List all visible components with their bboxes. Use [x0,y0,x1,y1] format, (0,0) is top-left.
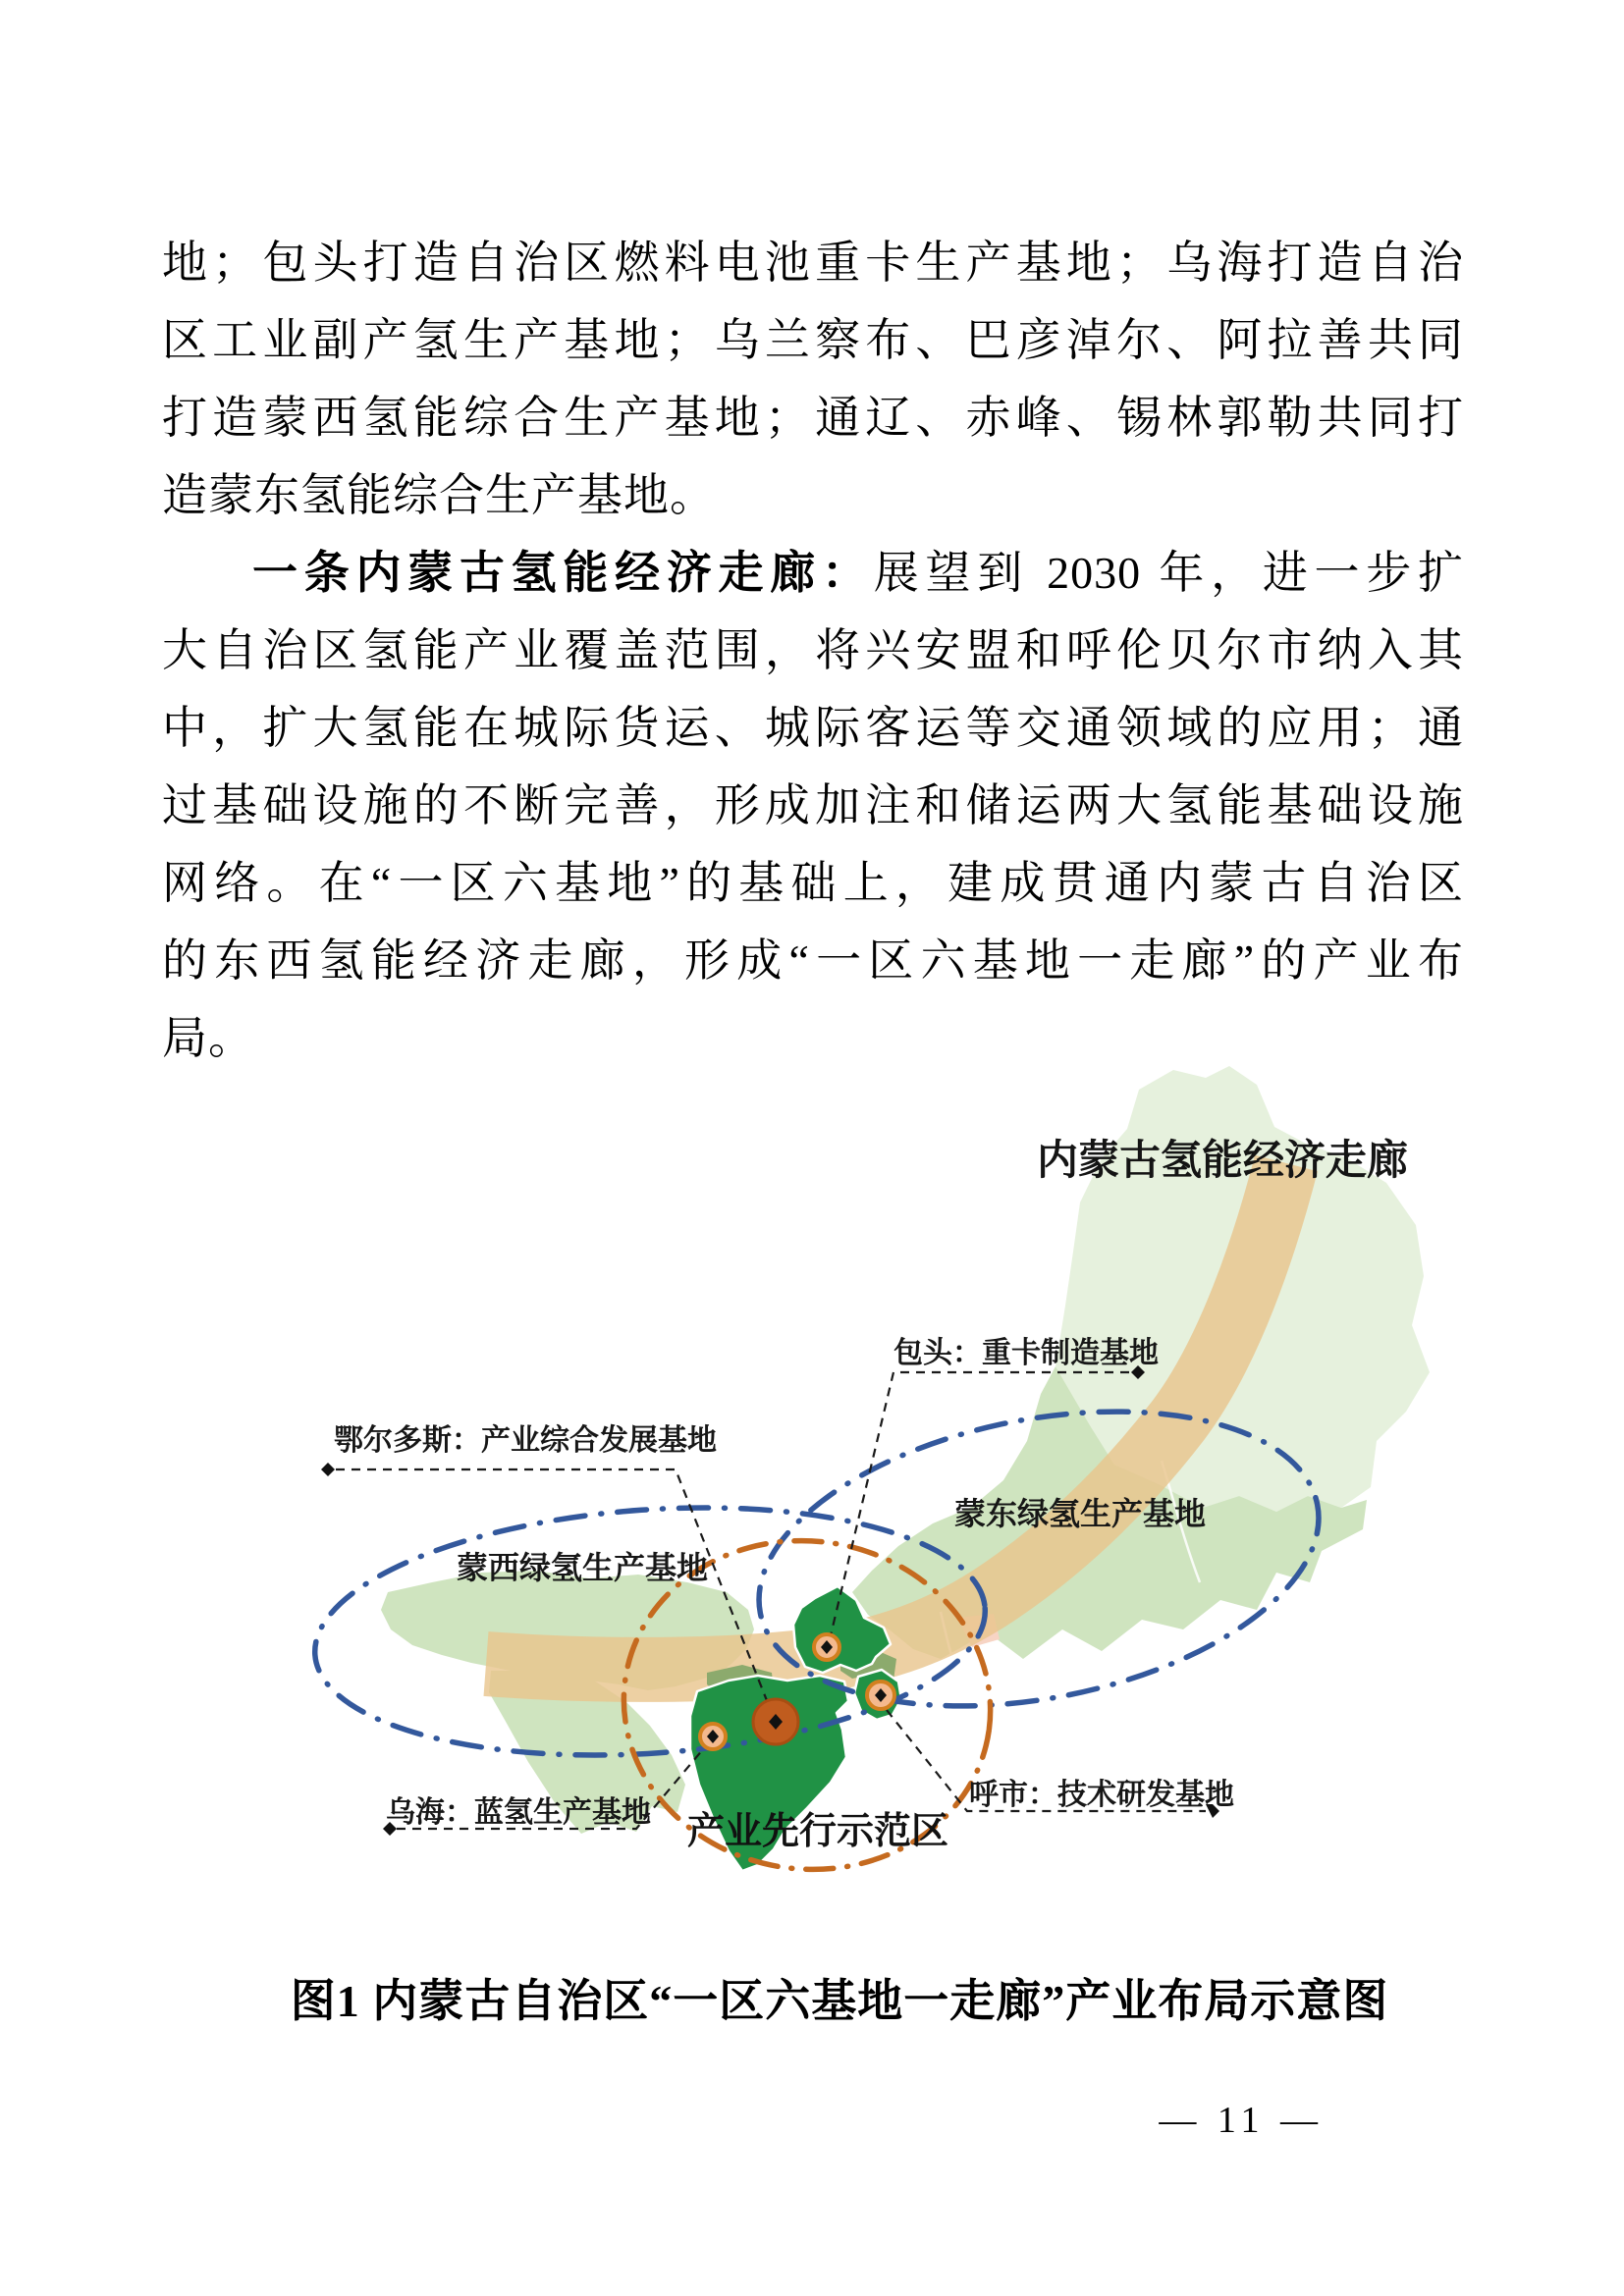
baotou-pin-label: 包头：重卡制造基地 [893,1337,1159,1369]
body-text [162,224,1464,1077]
body-line: 打造蒙西氢能综合生产基地；通辽、赤峰、锡林郭勒共同打 [162,393,1464,443]
west-zone-label: 蒙西绿氢生产基地 [457,1550,709,1585]
page-number: — 11 — [1159,2100,1324,2141]
pilot-zone-label: 产业先行示范区 [687,1811,949,1852]
figure-caption: 图1 内蒙古自治区“一区六基地一走廊”产业布局示意图 [290,1976,1389,2026]
body-line: 造蒙东氢能综合生产基地。 [162,470,716,520]
diamond-icon [321,1463,335,1476]
body-line: 过基础设施的不断完善，形成加注和储运两大氢能基础设施 [162,780,1464,830]
body-line: 区工业副产氢生产基地；乌兰察布、巴彦淖尔、阿拉善共同 [162,315,1464,365]
inner-mongolia-map-figure [0,1060,1624,1963]
east-zone-label: 蒙东绿氢生产基地 [954,1496,1207,1531]
body-line: 地；包头打造自治区燃料电池重卡生产基地；乌海打造自治 [162,238,1464,288]
body-line-paragraph-start [162,534,1464,612]
body-line: 中，扩大氢能在城际货运、城际客运等交通领域的应用；通 [162,703,1464,753]
paragraph-lead-rest: 展望到 2030 年，进一步扩 [873,548,1465,598]
map-title: 内蒙古氢能经济走廊 [1037,1137,1409,1183]
body-line: 网络。在“一区六基地”的基础上，建成贯通内蒙古自治区 [162,858,1464,908]
paragraph-lead-bold: 一条内蒙古氢能经济走廊： [252,548,874,598]
body-line: 大自治区氢能产业覆盖范围，将兴安盟和呼伦贝尔市纳入其 [162,625,1464,675]
ordos-pin-label: 鄂尔多斯：产业综合发展基地 [334,1424,717,1457]
body-line: 的东西氢能经济走廊，形成“一区六基地一走廊”的产业布 [162,935,1464,986]
wuhai-pin-label: 乌海：蓝氢生产基地 [386,1796,651,1829]
body-line: 局。 [162,1013,254,1063]
hushi-pin-label: 呼市：技术研发基地 [969,1779,1234,1811]
